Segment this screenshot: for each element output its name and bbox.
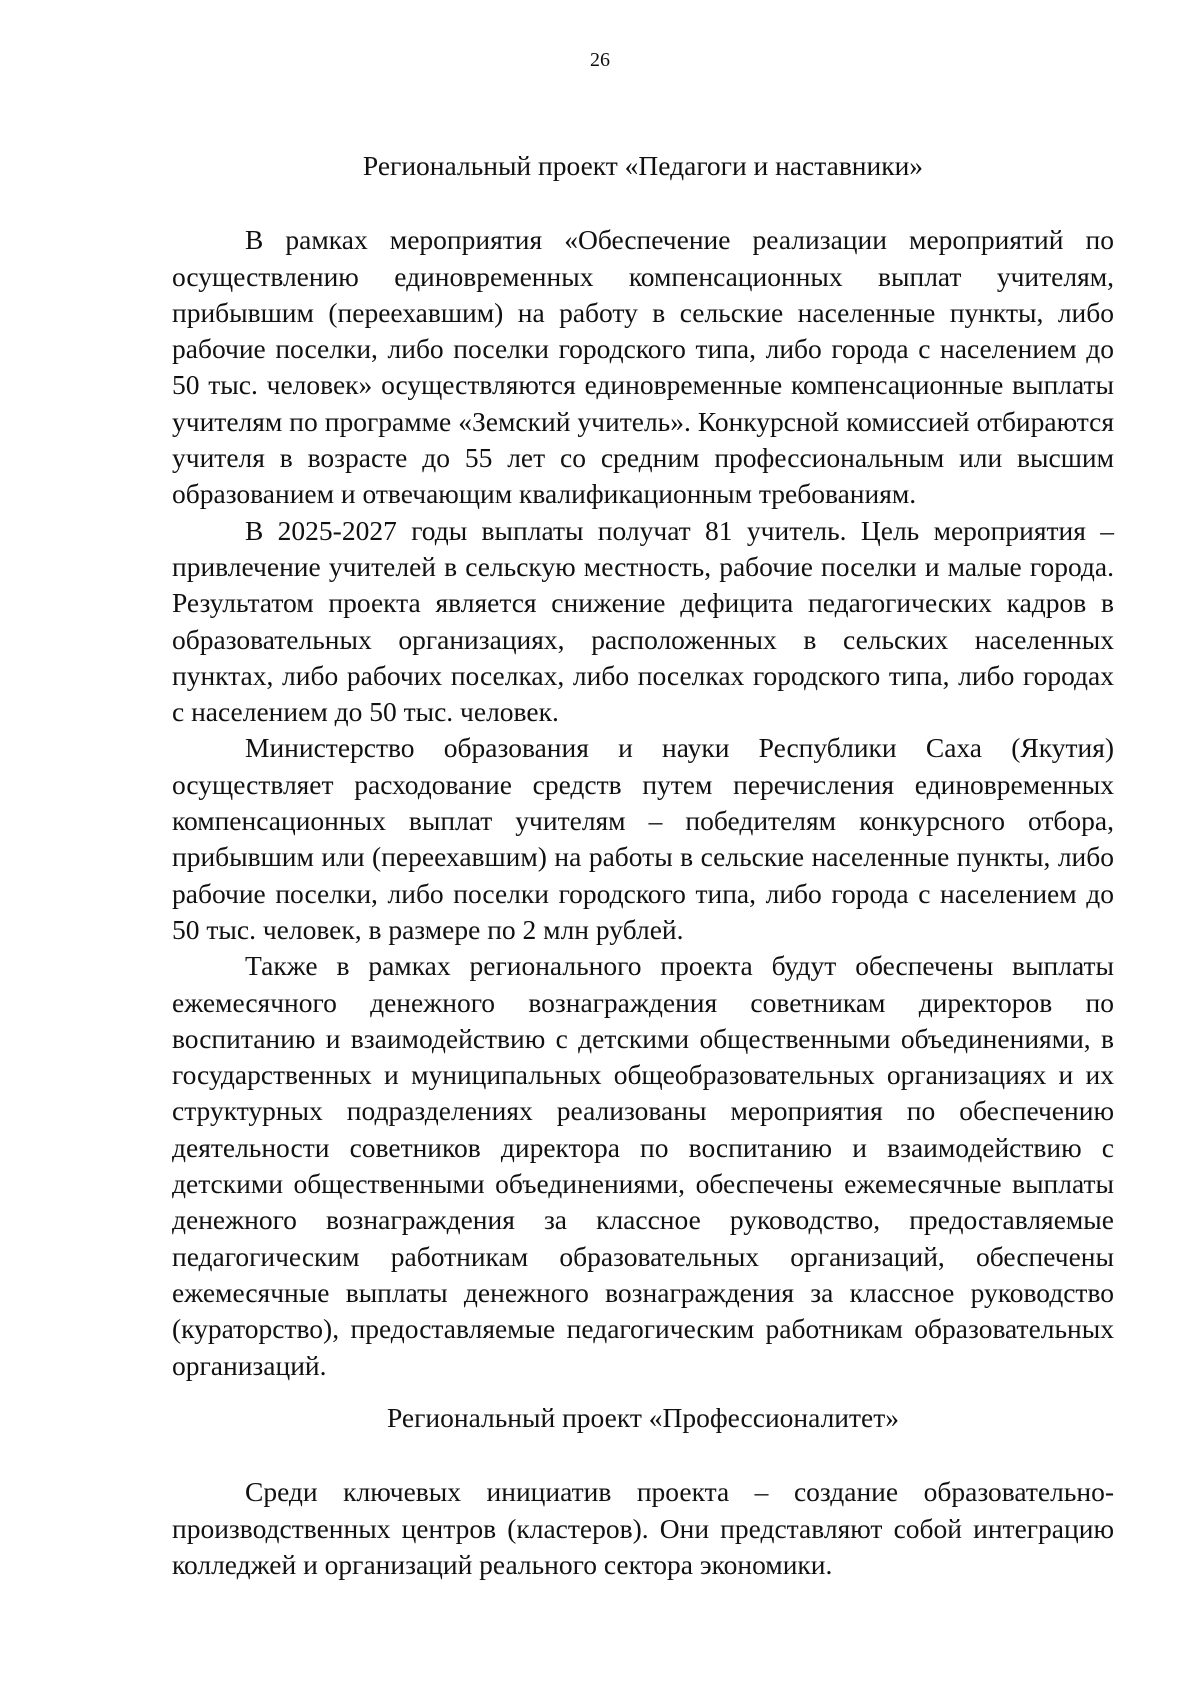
- body-paragraph: Министерство образования и науки Республики Саха (Якутия) осуществляет расходование средств путем перечисления единовременных компенсационных выплат учителям – победителям конкурсного отбора, прибывшим или (переехавшим) на работы в сельские населенные пункты, либо рабочие поселки, либо поселки городского типа, либо города с населением до 50 тыс. человек, в размере по 2 млн рублей.: [172, 732, 1114, 945]
- body-paragraph: Также в рамках регионального проекта будут обеспечены выплаты ежемесячного денежного вознаграждения советникам директоров по воспитанию и взаимодействию с детскими общественными объединениями, в государственных и муниципальных общеобразовательных организациях и их структурных подразделениях реализованы мероприятия по обеспечению деятельности советников директора по воспитанию и взаимодействию с детскими общественными объединениями, обеспечены ежемесячные выплаты денежного вознаграждения за классное руководство, предоставляемые педагогическим работникам образовательных организаций, обеспечены ежемесячные выплаты денежного вознаграждения за классное руководство (кураторство), предоставляемые педагогическим работникам образовательных организаций.: [172, 950, 1114, 1381]
- section-heading: Региональный проект «Педагоги и наставники»: [362, 150, 924, 181]
- body-paragraph: Среди ключевых инициатив проекта – создание образовательно-производственных центров (кластеров). Они представляют собой интеграцию колледжей и организаций реального сектора экономики.: [172, 1476, 1114, 1580]
- heading-spacer: [172, 1436, 1114, 1474]
- body-paragraph: В рамках мероприятия «Обеспечение реализации мероприятий по осуществлению единовременных компенсационных выплат учителям, прибывшим (переехавшим) на работу в сельские населенные пункты, либо рабочие поселки, либо поселки городского типа, либо города с населением до 50 тыс. человек» осуществляются единовременные компенсационные выплаты учителям по программе «Земский учитель». Конкурсной комиссией отбираются учителя в возрасте до 55 лет со средним профессиональным или высшим образованием и отвечающим квалификационным требованиям.: [172, 224, 1114, 510]
- section-pedagogues-and-mentors: [172, 148, 1114, 1384]
- section-heading: Региональный проект «Профессионалитет»: [386, 1402, 900, 1433]
- section-professionalitet: [172, 1400, 1114, 1583]
- heading-spacer: [172, 184, 1114, 222]
- body-paragraph: В 2025-2027 годы выплаты получат 81 учитель. Цель мероприятия – привлечение учителей в сельскую местность, рабочие поселки и малые города. Результатом проекта является снижение дефицита педагогических кадров в образовательных организациях, расположенных в сельских населенных пунктах, либо рабочих поселках, либо поселках городского типа, либо городах с населением до 50 тыс. человек.: [172, 514, 1114, 728]
- page-number: 26: [590, 49, 610, 71]
